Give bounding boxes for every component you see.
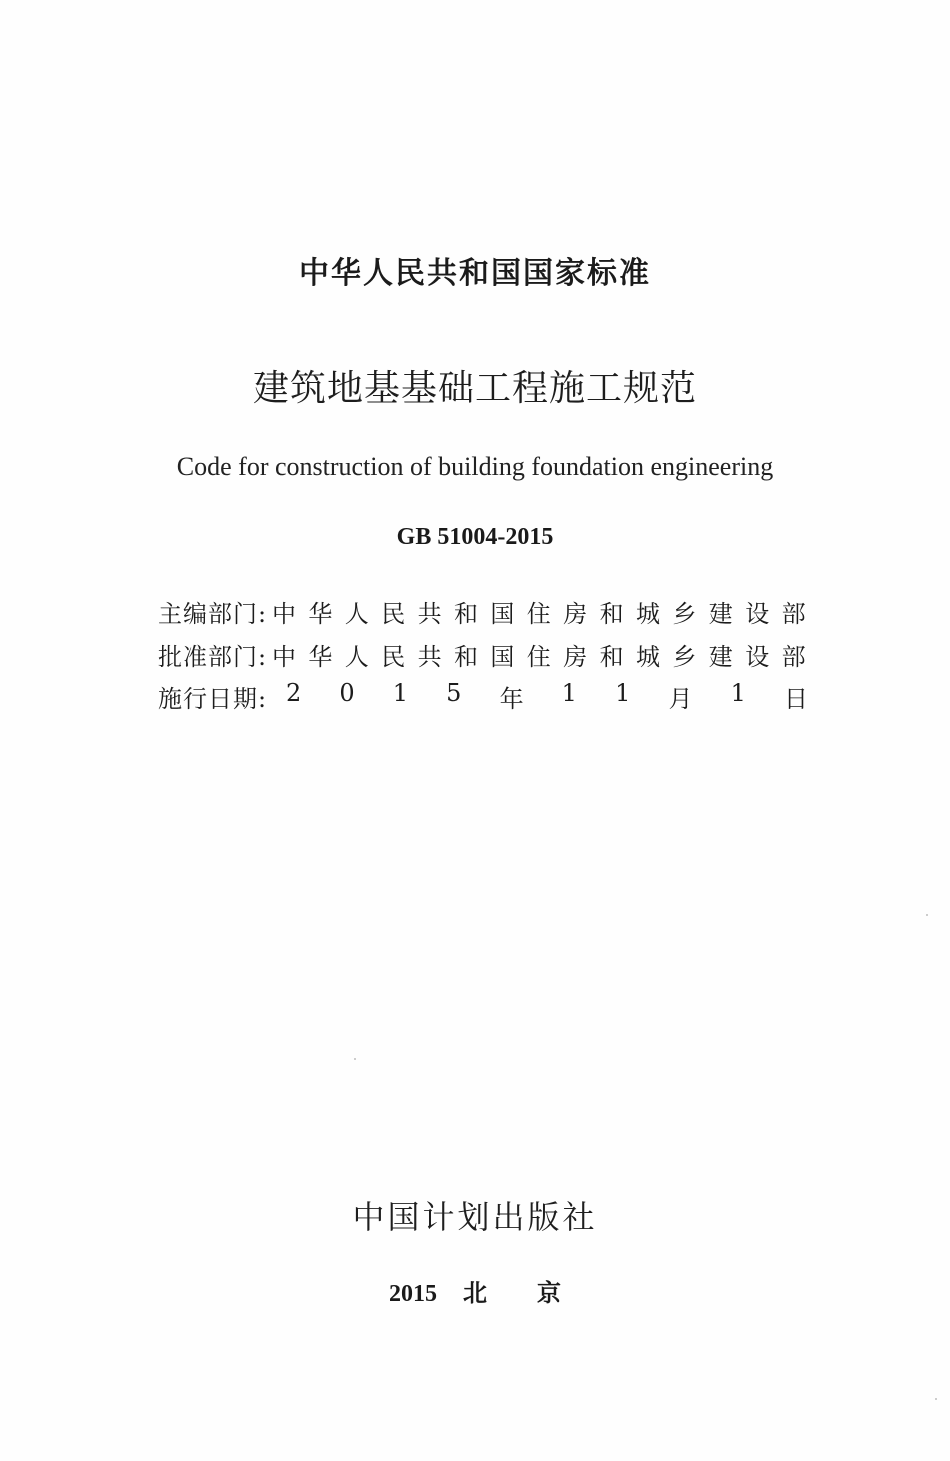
effective-date-label: 施行日期: xyxy=(158,685,268,713)
date-part: 1 xyxy=(615,679,631,707)
publisher-name: 中国计划出版社 xyxy=(352,1198,598,1236)
scan-speck xyxy=(935,1398,937,1400)
approval-value: 中华人民共和国住房和城乡建设部 xyxy=(272,643,818,671)
date-part: 月 xyxy=(668,685,693,713)
chief-editor-label: 主编部门: xyxy=(158,600,268,628)
chief-editor-value: 中华人民共和国住房和城乡建设部 xyxy=(272,600,818,628)
publication-city-char-1: 北 xyxy=(463,1281,487,1307)
date-part: 0 xyxy=(339,679,355,707)
date-part: 日 xyxy=(783,685,808,713)
document-title-english: Code for construction of building foundation engineering xyxy=(176,452,774,481)
publication-place xyxy=(0,1273,950,1308)
date-part: 1 xyxy=(392,679,409,707)
date-part: 1 xyxy=(730,679,746,707)
national-standard-heading: 中华人民共和国国家标准 xyxy=(299,256,651,291)
date-part: 1 xyxy=(561,679,577,707)
effective-date-value xyxy=(286,679,818,714)
document-title-chinese: 建筑地基基础工程施工规范 xyxy=(252,368,697,409)
publication-city-char-2: 京 xyxy=(537,1281,561,1307)
scan-speck xyxy=(926,914,928,916)
chief-editor-row xyxy=(158,594,818,629)
publication-year: 2015 xyxy=(389,1281,437,1307)
effective-date-row xyxy=(158,679,818,714)
standard-code: GB 51004-2015 xyxy=(396,524,554,550)
approval-row xyxy=(158,637,818,672)
date-part: 5 xyxy=(446,679,462,707)
scan-speck xyxy=(354,1058,356,1060)
date-part: 年 xyxy=(499,685,524,713)
approval-label: 批准部门: xyxy=(158,643,268,671)
date-part: 2 xyxy=(286,679,302,707)
